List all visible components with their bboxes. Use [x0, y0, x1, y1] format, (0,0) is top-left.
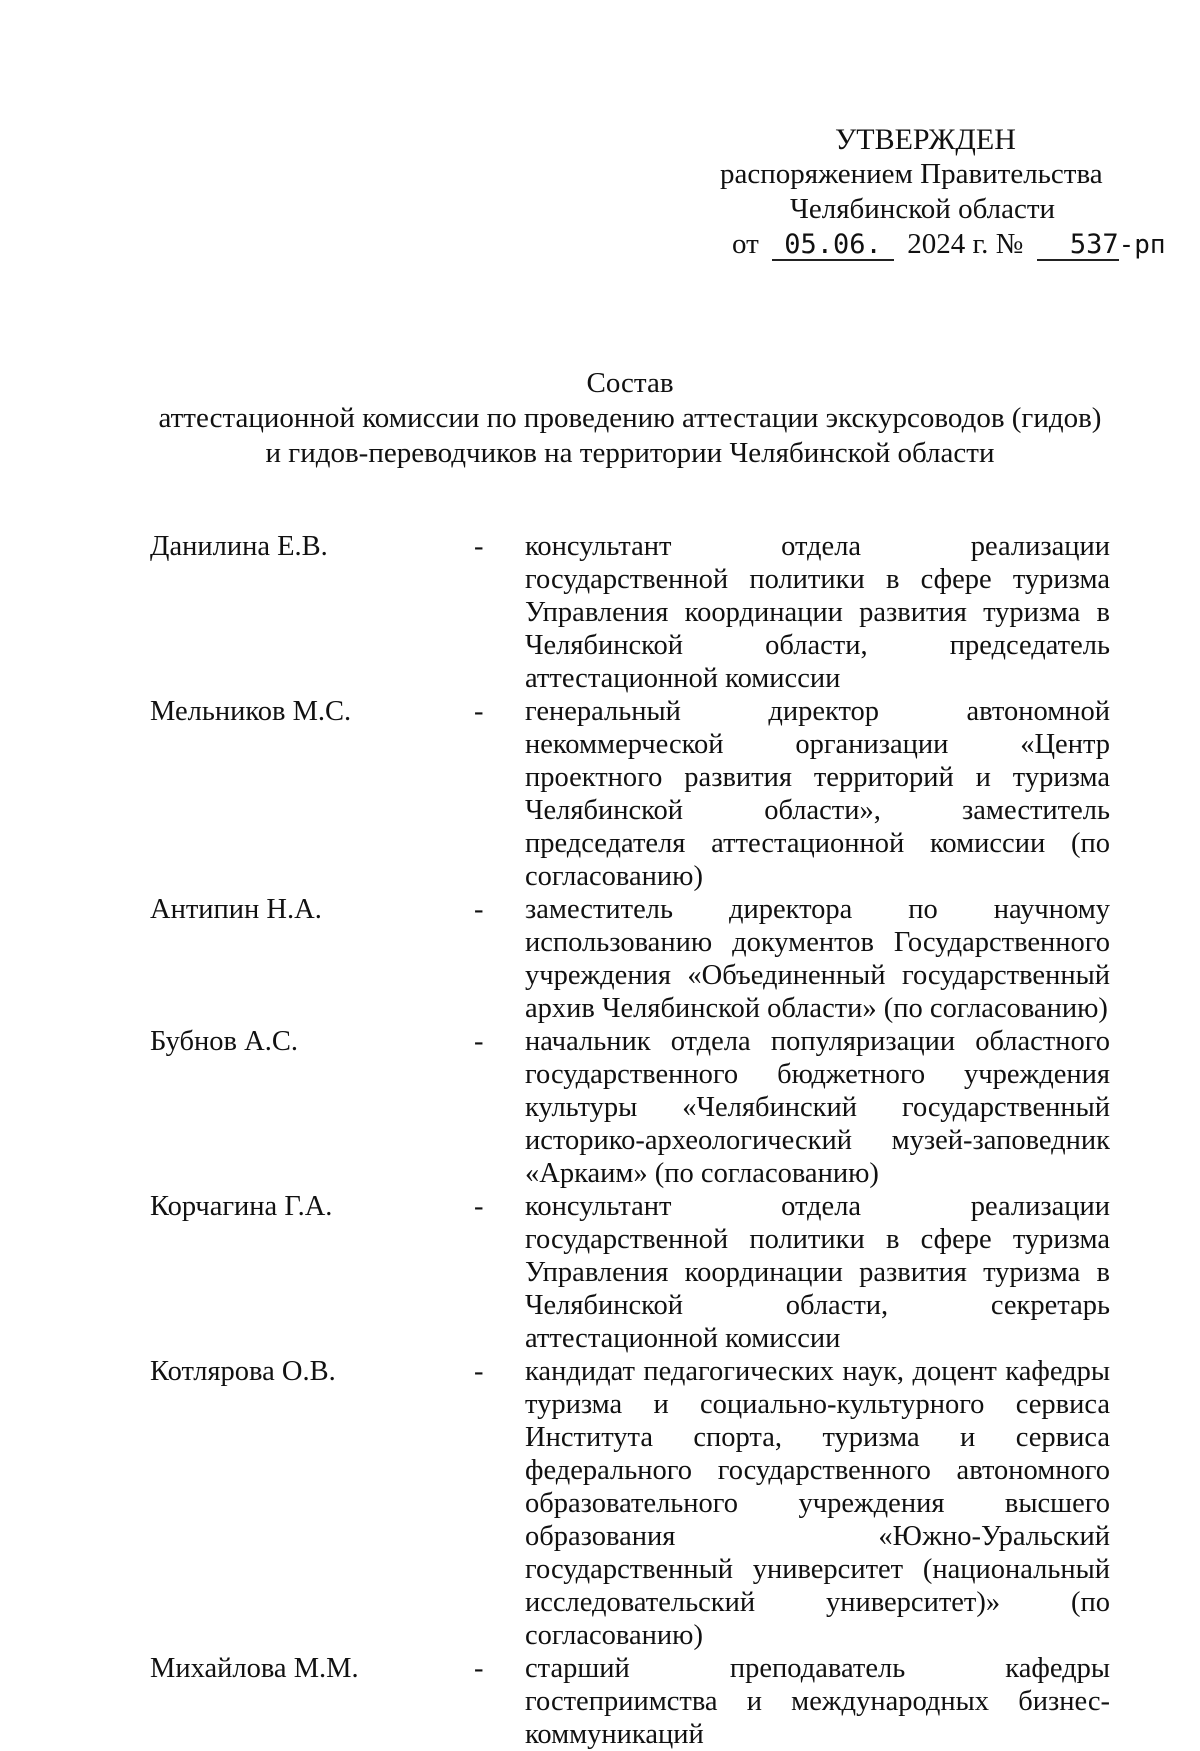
- title-line-1: Состав: [586, 367, 674, 399]
- title-line-3: и гидов-переводчиков на территории Челябинской области: [265, 437, 995, 469]
- member-row: [150, 1190, 1110, 1355]
- title-line-2: аттестационной комиссии по проведению аттестации экскурсоводов (гидов): [158, 402, 1102, 434]
- commission-members-list: [150, 530, 1110, 1751]
- member-name: Мельников М.С.: [150, 696, 352, 727]
- member-dash: -: [474, 696, 484, 727]
- member-name: Михайлова М.М.: [150, 1653, 359, 1684]
- member-row: [150, 1025, 1110, 1190]
- member-row: [150, 530, 1110, 695]
- approval-line-region: Челябинской области: [790, 193, 1056, 225]
- member-name: Бубнов А.С.: [150, 1026, 298, 1057]
- approval-stamp-block: [680, 122, 1166, 263]
- member-name: Антипин Н.А.: [150, 894, 322, 925]
- member-description: старший преподаватель кафедры гостеприимства и международных бизнес-коммуникаций: [525, 1653, 1110, 1750]
- member-row: [150, 695, 1110, 893]
- member-dash: -: [474, 1356, 484, 1387]
- approval-date-line: [732, 227, 1166, 263]
- member-description: заместитель директора по научному использованию документов Государственного учреждения «Объединенный государственный архив Челябинской области» (по согласованию): [525, 894, 1110, 1024]
- approval-heading: УТВЕРЖДЕН: [835, 123, 1016, 156]
- member-dash: -: [474, 1191, 484, 1222]
- member-dash: -: [474, 1653, 484, 1684]
- approval-line-government-order: распоряжением Правительства: [720, 158, 1103, 190]
- member-name: Котлярова О.В.: [150, 1356, 336, 1387]
- member-dash: -: [474, 531, 484, 562]
- member-name: Корчагина Г.А.: [150, 1191, 333, 1222]
- order-number: 537: [1037, 231, 1119, 261]
- date-prefix: от: [732, 228, 759, 260]
- member-description: генеральный директор автономной некоммерческой организации «Центр проектного развития территорий и туризма Челябинской области», заместитель председателя аттестационной комиссии (по согласованию): [525, 696, 1110, 892]
- member-dash: -: [474, 1026, 484, 1057]
- date-value: 05.06.: [772, 231, 894, 261]
- member-row: [150, 893, 1110, 1025]
- member-name: Данилина Е.В.: [150, 531, 328, 562]
- member-description: консультант отдела реализации государственной политики в сфере туризма Управления координации развития туризма в Челябинской области, председатель аттестационной комиссии: [525, 531, 1110, 694]
- document-title: [100, 366, 1160, 471]
- member-description: начальник отдела популяризации областного государственного бюджетного учреждения культуры «Челябинский государственный историко-археологический музей-заповедник «Аркаим» (по согласованию): [525, 1026, 1110, 1189]
- member-dash: -: [474, 894, 484, 925]
- member-description: консультант отдела реализации государственной политики в сфере туризма Управления координации развития туризма в Челябинской области, секретарь аттестационной комиссии: [525, 1191, 1110, 1354]
- member-row: [150, 1652, 1110, 1751]
- year-text: 2024 г. №: [907, 228, 1024, 260]
- member-row: [150, 1355, 1110, 1652]
- order-number-suffix: -рп: [1118, 230, 1166, 260]
- member-description: кандидат педагогических наук, доцент кафедры туризма и социально-культурного сервиса Института спорта, туризма и сервиса федерального государственного автономного образовательного учреждения высшего образования «Южно-Уральский государственный университет (национальный исследовательский университет)» (по согласованию): [525, 1356, 1110, 1651]
